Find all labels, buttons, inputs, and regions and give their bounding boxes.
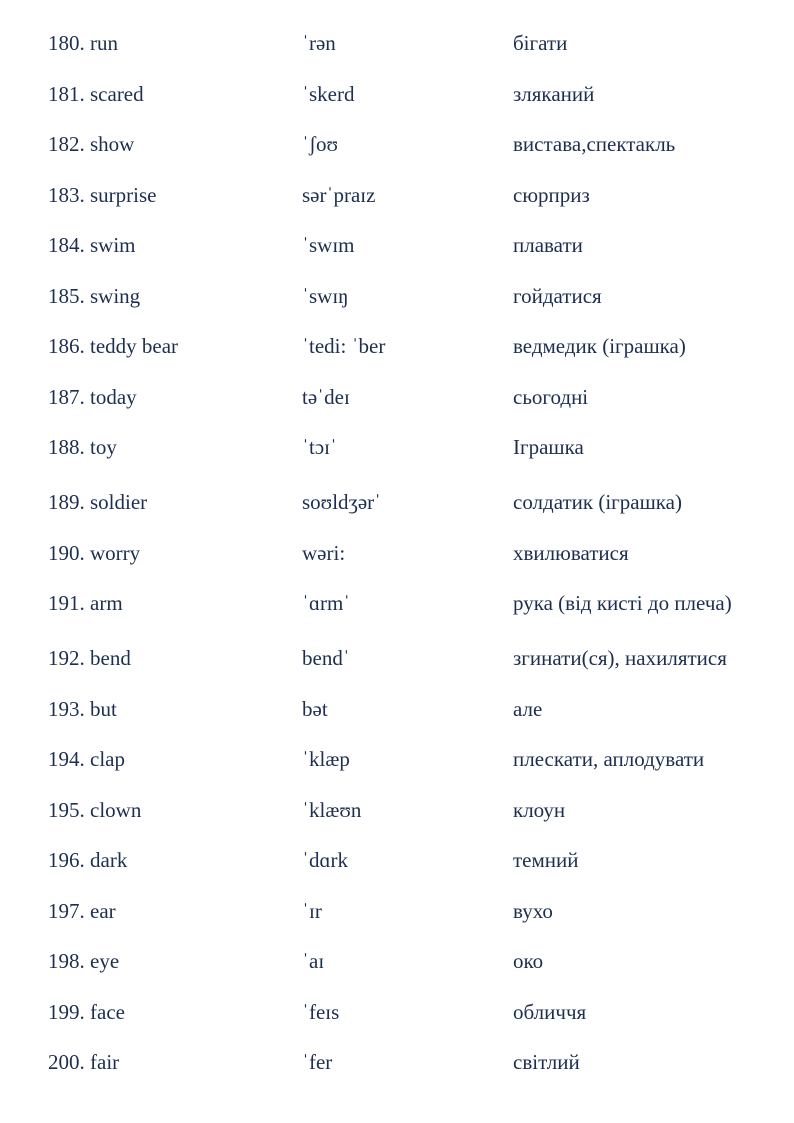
- entry-transcription: bət: [302, 697, 328, 721]
- entry-translation: темний: [513, 848, 579, 872]
- entry-word: show: [90, 132, 135, 156]
- entry-translation: сьогодні: [513, 385, 589, 409]
- entry-transcription: ˈʃoʊ: [302, 132, 339, 156]
- entry-transcription: ˈtɔɪˈ: [302, 435, 337, 459]
- vocab-row: [0, 281, 794, 311]
- vocab-row: [0, 230, 794, 260]
- entry-translation: Іграшка: [513, 435, 584, 459]
- entry-translation: згинати(ся), нахилятися: [513, 646, 727, 670]
- entry-transcription: ˈklæʊn: [302, 798, 362, 822]
- entry-transcription: ˈfeɪs: [302, 1000, 340, 1024]
- entry-term: [48, 28, 118, 58]
- vocab-row: [0, 896, 794, 926]
- entry-term: [48, 487, 147, 517]
- entry-translation: ведмедик (іграшка): [513, 334, 686, 358]
- entry-word: arm: [90, 591, 123, 615]
- entry-number: 187.: [48, 385, 85, 409]
- entry-transcription: ˈskerd: [302, 82, 355, 106]
- entry-transcription: bendˈ: [302, 646, 350, 670]
- entry-transcription: ˈaɪ: [302, 949, 325, 973]
- vocab-row: [0, 79, 794, 109]
- vocab-row: [0, 331, 794, 361]
- vocab-row: [0, 643, 794, 673]
- entry-term: [48, 538, 140, 568]
- entry-word: swing: [90, 284, 141, 308]
- entry-translation: зляканий: [513, 82, 595, 106]
- entry-word: toy: [90, 435, 117, 459]
- entry-translation: солдатик (іграшка): [513, 490, 682, 514]
- entry-word: clown: [90, 798, 142, 822]
- entry-transcription: ˈswɪŋ: [302, 284, 349, 308]
- entry-term: [48, 129, 134, 159]
- entry-transcription: ˈrən: [302, 31, 336, 55]
- entry-word: surprise: [90, 183, 157, 207]
- entry-word: ear: [90, 899, 116, 923]
- entry-number: 180.: [48, 31, 85, 55]
- entry-number: 181.: [48, 82, 85, 106]
- entry-number: 197.: [48, 899, 85, 923]
- entry-number: 186.: [48, 334, 85, 358]
- entry-word: swim: [90, 233, 136, 257]
- entry-translation: світлий: [513, 1050, 580, 1074]
- entry-word: face: [90, 1000, 125, 1024]
- entry-word: scared: [90, 82, 144, 106]
- entry-number: 182.: [48, 132, 85, 156]
- entry-term: [48, 795, 141, 825]
- entry-term: [48, 946, 119, 976]
- entry-term: [48, 997, 125, 1027]
- entry-number: 188.: [48, 435, 85, 459]
- entry-translation: бігати: [513, 31, 568, 55]
- entry-number: 192.: [48, 646, 85, 670]
- vocab-row: [0, 744, 794, 774]
- entry-number: 190.: [48, 541, 85, 565]
- entry-number: 189.: [48, 490, 85, 514]
- entry-transcription: ˈdɑrk: [302, 848, 348, 872]
- entry-term: [48, 180, 157, 210]
- entry-term: [48, 382, 137, 412]
- vocab-row: [0, 28, 794, 58]
- entry-translation: вухо: [513, 899, 553, 923]
- entry-translation: клоун: [513, 798, 566, 822]
- entry-translation: сюрприз: [513, 183, 590, 207]
- entry-term: [48, 643, 131, 673]
- entry-number: 183.: [48, 183, 85, 207]
- entry-word: teddy bear: [90, 334, 179, 358]
- vocab-row: [0, 382, 794, 412]
- entry-transcription: ˈfer: [302, 1050, 333, 1074]
- entry-number: 200.: [48, 1050, 85, 1074]
- entry-word: bend: [90, 646, 131, 670]
- vocab-row: [0, 180, 794, 210]
- entry-number: 185.: [48, 284, 85, 308]
- entry-term: [48, 79, 144, 109]
- entry-term: [48, 588, 123, 618]
- entry-transcription: ˈklæp: [302, 747, 350, 771]
- entry-term: [48, 281, 140, 311]
- entry-term: [48, 1047, 119, 1077]
- entry-term: [48, 744, 125, 774]
- entry-word: dark: [90, 848, 128, 872]
- entry-number: 198.: [48, 949, 85, 973]
- entry-translation: обличчя: [513, 1000, 587, 1024]
- entry-number: 195.: [48, 798, 85, 822]
- entry-number: 184.: [48, 233, 85, 257]
- entry-term: [48, 230, 136, 260]
- vocab-row: [0, 487, 794, 517]
- entry-term: [48, 896, 116, 926]
- entry-translation: але: [513, 697, 543, 721]
- entry-transcription: təˈdeɪ: [302, 385, 350, 409]
- entry-number: 191.: [48, 591, 85, 615]
- entry-transcription: ˈswɪm: [302, 233, 355, 257]
- entry-translation: вистава,спектакль: [513, 132, 676, 156]
- entry-number: 193.: [48, 697, 85, 721]
- entry-transcription: ˈtedi: ˈber: [302, 334, 386, 358]
- entry-word: soldier: [90, 490, 148, 514]
- vocab-row: [0, 795, 794, 825]
- entry-translation: гойдатися: [513, 284, 602, 308]
- entry-term: [48, 845, 127, 875]
- entry-term: [48, 432, 117, 462]
- vocab-row: [0, 1047, 794, 1077]
- vocab-row: [0, 432, 794, 462]
- entry-number: 194.: [48, 747, 85, 771]
- entry-word: clap: [90, 747, 125, 771]
- entry-translation: рука (від кисті до плеча): [513, 591, 732, 615]
- entry-word: worry: [90, 541, 141, 565]
- vocab-row: [0, 845, 794, 875]
- entry-number: 196.: [48, 848, 85, 872]
- entry-transcription: soʊldʒərˈ: [302, 490, 382, 514]
- entry-transcription: ˈɑrmˈ: [302, 591, 351, 615]
- entry-translation: плавати: [513, 233, 583, 257]
- entry-word: fair: [90, 1050, 120, 1074]
- entry-translation: око: [513, 949, 544, 973]
- entry-translation: хвилюватися: [513, 541, 629, 565]
- entry-word: today: [90, 385, 137, 409]
- entry-translation: плескати, аплодувати: [513, 747, 705, 771]
- vocab-row: [0, 694, 794, 724]
- entry-word: but: [90, 697, 117, 721]
- vocab-row: [0, 129, 794, 159]
- entry-term: [48, 694, 117, 724]
- entry-word: eye: [90, 949, 120, 973]
- entry-number: 199.: [48, 1000, 85, 1024]
- vocab-row: [0, 588, 794, 618]
- entry-transcription: ˈɪr: [302, 899, 322, 923]
- entry-transcription: sərˈpraɪz: [302, 183, 376, 207]
- entry-word: run: [90, 31, 118, 55]
- vocab-row: [0, 946, 794, 976]
- entry-transcription: wəri:: [302, 541, 346, 565]
- entry-term: [48, 331, 178, 361]
- vocab-row: [0, 538, 794, 568]
- vocab-row: [0, 997, 794, 1027]
